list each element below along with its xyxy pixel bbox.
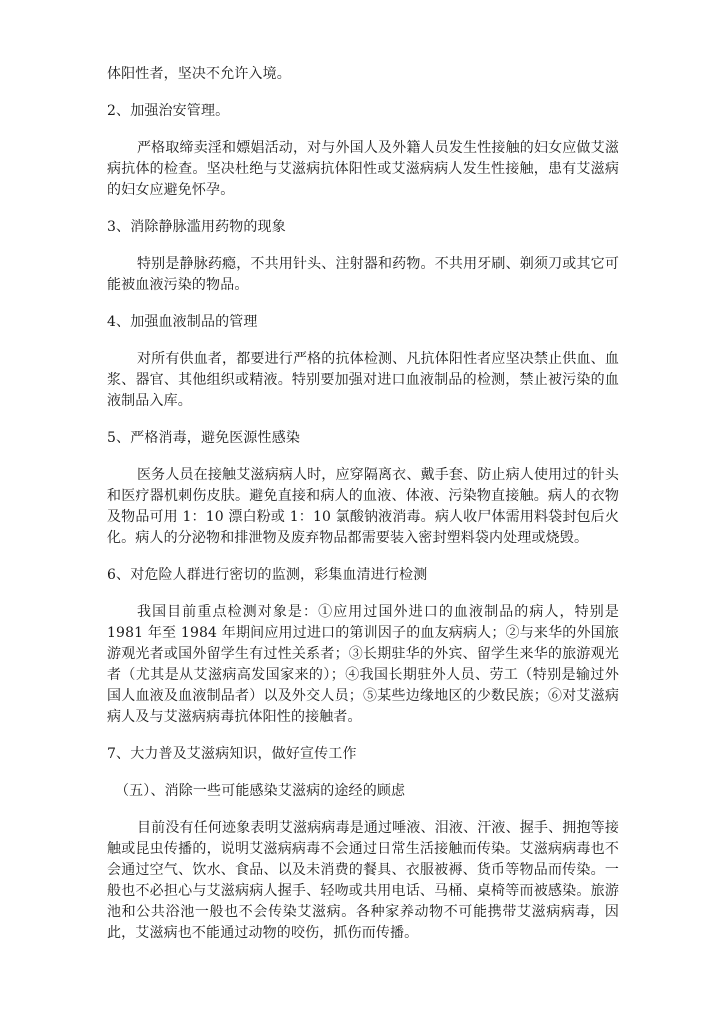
- subsection-body: 目前没有任何迹象表明艾滋病病毒是通过唾液、泪液、汗液、握手、拥抱等接触或昆虫传播的，说明艾滋病病毒不会通过日常生活接触而传染。艾滋病病毒也不会通过空气、饮水、食品、以及未消费的餐具、衣服被褥、货币等物品而传染。一般也不必担心与艾滋病病人握手、轻吻或共用电话、马桶、桌椅等而被感染。旅游池和公共浴池一般也不会传染艾滋病。各种家养动物不可能携带艾滋病病毒，因此，艾滋病也不能通过动物的咬伤，抓伤而传播。: [107, 820, 619, 941]
- section-heading-5: 5、严格消毒，避免医源性感染: [107, 430, 301, 446]
- section-heading-3: 3、消除静脉滥用药物的现象: [107, 219, 286, 235]
- section-heading-4: 4、加强血液制品的管理: [107, 314, 258, 330]
- document-page: [107, 64, 619, 960]
- section-body-5: 医务人员在接触艾滋病病人时，应穿隔离衣、戴手套、防止病人使用过的针头和医疗器机刺伤皮肤。避免直接和病人的血液、体液、污染物直接触。病人的衣物及物品可用 1：10 漂白粉或 1：10 氯酸钠液消毒。病人收尸体需用料袋封包后火化。病人的分泌物和排泄物及废弃物品都需要装入密封塑料袋内处理或烧毁。: [107, 467, 619, 546]
- subsection-heading: （五）、消除一些可能感染艾滋病的途经的顾虑: [115, 783, 406, 799]
- section-body-3: 特别是静脉药瘾，不共用针头、注射器和药物。不共用牙刷、剃须刀或其它可能被血液污染的物品。: [107, 256, 619, 293]
- section-body-2: 严格取缔卖淫和嫖娼活动，对与外国人及外籍人员发生性接触的妇女应做艾滋病抗体的检查。坚决杜绝与艾滋病抗体阳性或艾滋病病人发生性接触，患有艾滋病的妇女应避免怀孕。: [107, 140, 619, 198]
- section-body-4: 对所有供血者，都要进行严格的抗体检测、凡抗体阳性者应坚决禁止供血、血浆、器官、其他组织或精液。特别要加强对进口血液制品的检测，禁止被污染的血液制品入库。: [107, 351, 619, 409]
- section-heading-7: 7、大力普及艾滋病知识，做好宣传工作: [107, 746, 357, 762]
- section-heading-2: 2、加强治安管理。: [107, 103, 230, 119]
- section-heading-6: 6、对危险人群进行密切的监测，彩集血清进行检测: [107, 567, 428, 583]
- section-body-6: 我国目前重点检测对象是：①应用过国外进口的血液制品的病人，特别是 1981 年至 1984 年期间应用过进口的第训因子的血友病病人；②与来华的外国旅游观光者或国外留学生有过性关系者；③长期驻华的外宾、留学生来华的旅游观光者（尤其是从艾滋病高发国家来的）；④我国长期驻外人员、劳工（特别是输过外国人血液及血液制品者）以及外交人员；⑤某些边缘地区的少数民族；⑥对艾滋病病人及与艾滋病病毒抗体阳性的接触者。: [107, 604, 619, 725]
- continuation-text: 体阳性者，坚决不允许入境。: [107, 66, 291, 82]
